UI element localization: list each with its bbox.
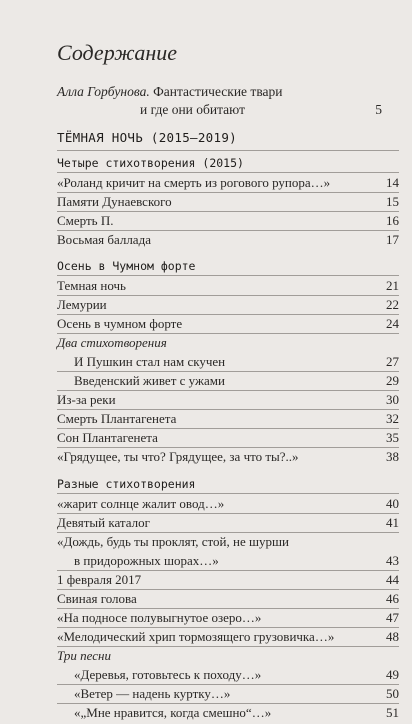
toc-page-number: 41 xyxy=(386,515,399,530)
preface-author: Алла Горбунова. xyxy=(57,84,150,99)
toc-entry: Смерть Плантагенета xyxy=(57,411,177,426)
toc-page-number: 14 xyxy=(386,175,399,190)
toc-entry: Введенский живет с ужами xyxy=(74,373,225,388)
toc-entry: Девятый каталог xyxy=(57,515,150,530)
entry-divider xyxy=(57,230,399,231)
preface-title-line1: Фантастические твари xyxy=(153,84,283,99)
toc-entry: «Мелодический хрип тормозящего грузовичка…» xyxy=(57,629,335,644)
toc-entry: «Ветер — надень куртку…» xyxy=(74,686,231,701)
toc-entry: Сон Плантагенета xyxy=(57,430,158,445)
entry-divider xyxy=(57,314,399,315)
toc-page-number: 35 xyxy=(386,430,399,445)
toc-entry: Лемурии xyxy=(57,297,107,312)
section-divider xyxy=(57,275,399,276)
toc-page-number: 22 xyxy=(386,297,399,312)
toc-entry: 1 февраля 2017 xyxy=(57,572,142,587)
entry-divider xyxy=(57,409,399,410)
toc-page-number: 29 xyxy=(386,373,399,388)
section-divider xyxy=(57,172,399,173)
toc-entry-continuation: в придорожных шорах…» xyxy=(74,553,219,568)
toc-entry: «Дождь, будь ты проклят, стой, не шурши xyxy=(57,534,289,549)
toc-entry: Памяти Дунаевского xyxy=(57,194,172,209)
toc-entry: «Роланд кричит на смерть из рогового рупора…» xyxy=(57,175,331,190)
page-title: Содержание xyxy=(57,40,178,65)
entry-divider xyxy=(57,513,399,514)
toc-page-number: 44 xyxy=(386,572,399,587)
part-heading: ТЁМНАЯ НОЧЬ (2015–2019) xyxy=(57,130,237,145)
toc-page-number: 32 xyxy=(386,411,399,426)
toc-page-number: 27 xyxy=(386,354,399,369)
section-heading-four-poems: Четыре стихотворения (2015) xyxy=(57,156,244,170)
entry-divider xyxy=(57,684,399,685)
toc-page-number: 43 xyxy=(386,553,399,568)
entry-divider xyxy=(57,390,399,391)
toc-page-number: 47 xyxy=(386,610,399,625)
preface-entry xyxy=(57,84,283,100)
toc-page-number: 30 xyxy=(386,392,399,407)
toc-page-number: 21 xyxy=(386,278,399,293)
toc-group-heading: Три песни xyxy=(57,648,111,663)
toc-page-number: 17 xyxy=(386,232,399,247)
entry-divider xyxy=(57,447,399,448)
entry-divider xyxy=(57,608,399,609)
toc-entry: Восьмая баллада xyxy=(57,232,151,247)
entry-divider xyxy=(57,703,399,704)
entry-divider xyxy=(57,627,399,628)
toc-page-number: 48 xyxy=(386,629,399,644)
toc-page-number: 38 xyxy=(386,449,399,464)
entry-divider xyxy=(57,570,399,571)
toc-page-number: 15 xyxy=(386,194,399,209)
entry-divider xyxy=(57,211,399,212)
entry-divider xyxy=(57,646,399,647)
toc-page-number: 51 xyxy=(386,705,399,720)
entry-divider xyxy=(57,295,399,296)
toc-entry: «„Мне нравится, когда смешно“…» xyxy=(74,705,272,720)
toc-entry: Смерть П. xyxy=(57,213,114,228)
entry-divider xyxy=(57,371,399,372)
toc-entry: Из-за реки xyxy=(57,392,116,407)
toc-entry: «Деревья, готовьтесь к походу…» xyxy=(74,667,262,682)
toc-page-number: 16 xyxy=(386,213,399,228)
toc-entry: Темная ночь xyxy=(57,278,126,293)
toc-entry: «На подносе полувыгнутое озеро…» xyxy=(57,610,262,625)
preface-page-number: 5 xyxy=(375,102,382,117)
toc-entry: «Грядущее, ты что? Грядущее, за что ты?..» xyxy=(57,449,299,464)
entry-divider xyxy=(57,192,399,193)
toc-group-heading: Два стихотворения xyxy=(57,335,167,350)
toc-page-number: 50 xyxy=(386,686,399,701)
toc-entry: «жарит солнце жалит овод…» xyxy=(57,496,225,511)
toc-entry: И Пушкин стал нам скучен xyxy=(74,354,226,369)
part-divider xyxy=(57,150,399,151)
toc-page-number: 49 xyxy=(386,667,399,682)
section-heading-various: Разные стихотворения xyxy=(57,477,196,491)
section-divider xyxy=(57,493,399,494)
entry-divider xyxy=(57,333,399,334)
section-heading-plague-fort: Осень в Чумном форте xyxy=(57,259,196,273)
toc-entry: Осень в чумном форте xyxy=(57,316,183,331)
toc-page-number: 40 xyxy=(386,496,399,511)
toc-page-number: 24 xyxy=(386,316,399,331)
entry-divider xyxy=(57,428,399,429)
preface-title-line2: и где они обитают xyxy=(140,102,245,117)
entry-divider xyxy=(57,589,399,590)
entry-divider xyxy=(57,532,399,533)
toc-page-number: 46 xyxy=(386,591,399,606)
toc-entry: Свиная голова xyxy=(57,591,137,606)
